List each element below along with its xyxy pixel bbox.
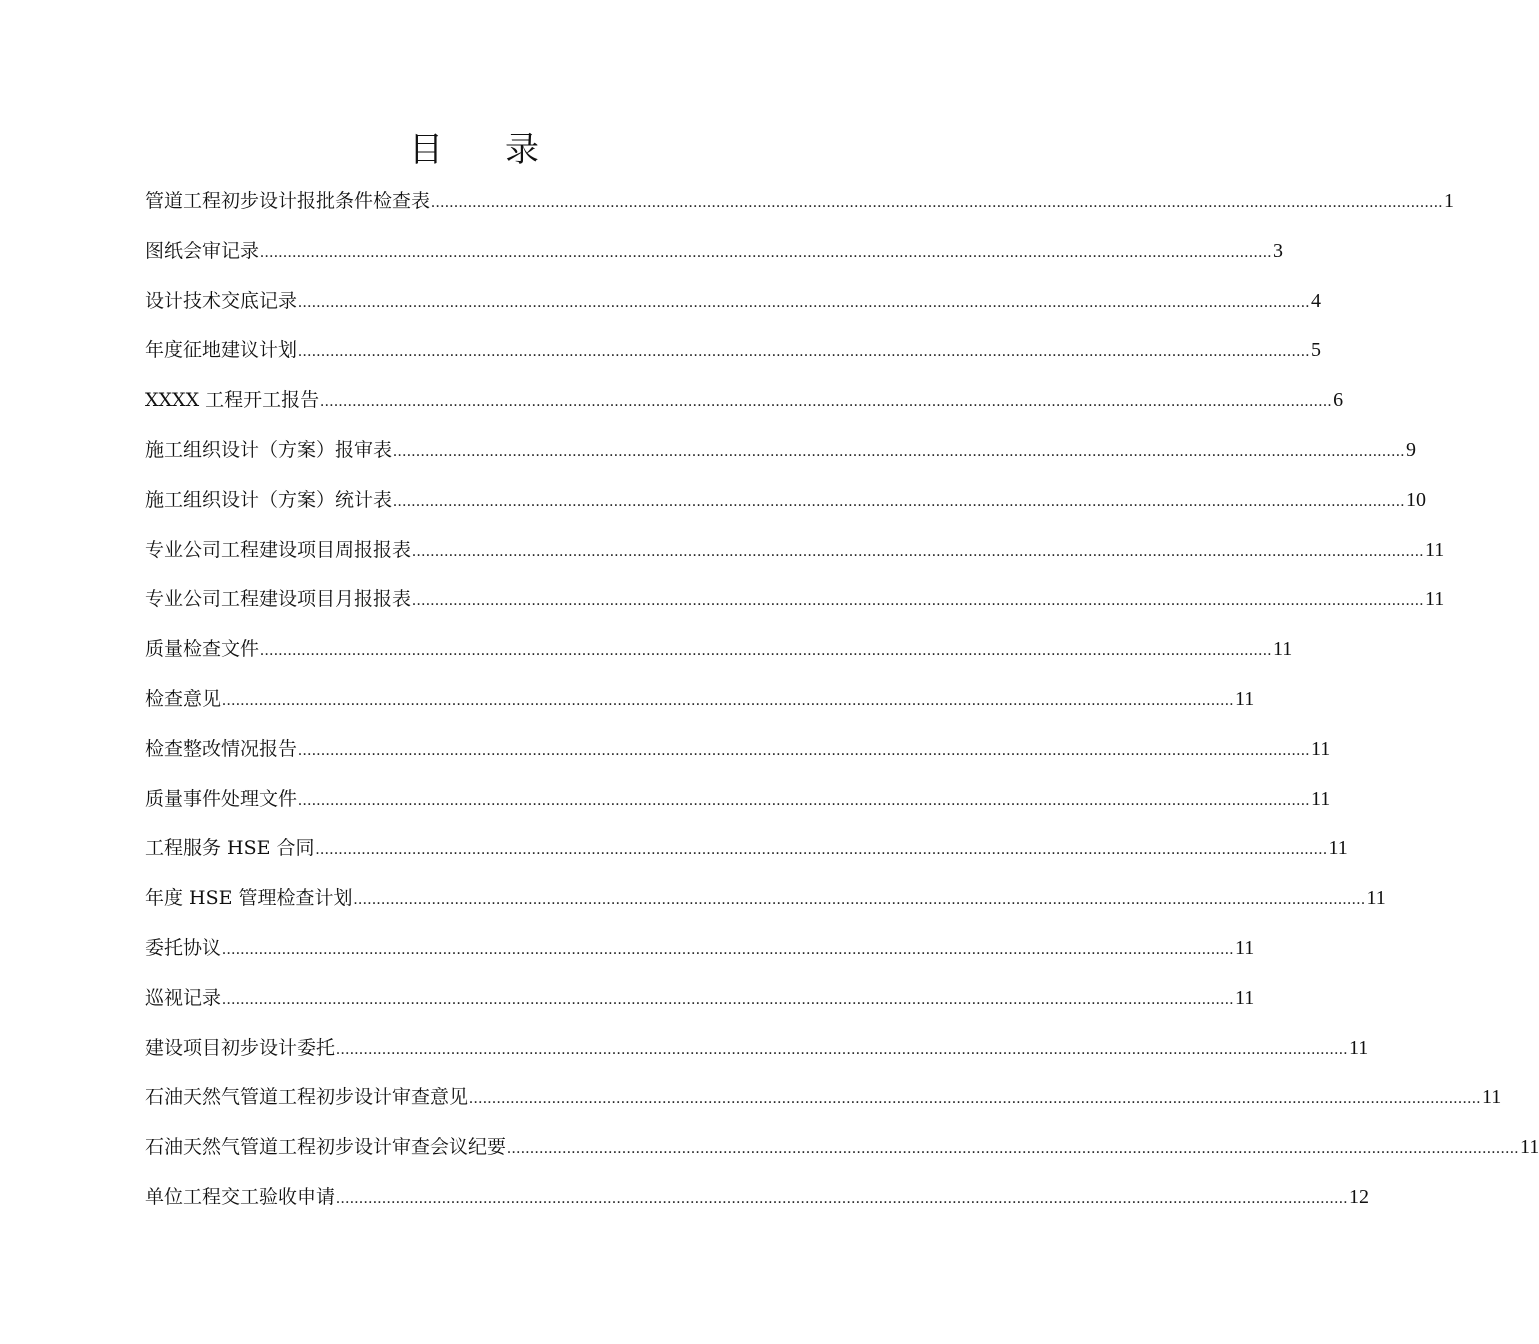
toc-entry[interactable] [145,880,1386,930]
toc-entry-label: 石油天然气管道工程初步设计审查会议纪要 [145,1136,507,1159]
toc-dot-leader: ............................................................................................................................................................................................................................ [298,741,1311,759]
toc-entry-page: 10 [1406,488,1427,511]
toc-entry[interactable] [145,283,1322,333]
toc-entry-label: 委托协议 [145,936,222,959]
toc-entry[interactable] [145,382,1344,432]
toc-entry[interactable] [145,183,1455,233]
toc-dot-leader: ............................................................................................................................................................................................................................ [260,642,1273,660]
toc-entry[interactable] [145,482,1427,532]
toc-entry-label: 质量事件处理文件 [145,787,298,810]
table-of-contents [145,183,1539,1229]
toc-dot-leader: ............................................................................................................................................................................................................................ [298,791,1311,809]
toc-title [0,128,950,172]
toc-dot-leader: ............................................................................................................................................................................................................................ [298,343,1311,361]
toc-entry-label: 设计技术交底记录 [145,289,298,312]
toc-dot-leader: ............................................................................................................................................................................................................................ [393,442,1406,460]
toc-entry[interactable] [145,681,1255,731]
toc-entry-page: 11 [1311,737,1331,760]
toc-dot-leader: ............................................................................................................................................................................................................................ [412,542,1425,560]
toc-entry-label: 单位工程交工验收申请 [145,1185,336,1208]
toc-entry-page: 6 [1333,389,1344,412]
toc-entry-page: 11 [1425,588,1445,611]
toc-entry-page: 11 [1235,936,1255,959]
toc-entry-label: 专业公司工程建设项目月报报表 [145,588,412,611]
toc-dot-leader: ............................................................................................................................................................................................................................ [298,293,1311,311]
toc-dot-leader: ............................................................................................................................................................................................................................ [353,891,1366,909]
toc-entry-page: 11 [1235,687,1255,710]
toc-entry[interactable] [145,532,1445,582]
toc-entry-page: 11 [1366,887,1386,910]
toc-entry-page: 4 [1311,289,1322,312]
toc-dot-leader: ............................................................................................................................................................................................................................ [315,841,1328,859]
toc-dot-leader: ............................................................................................................................................................................................................................ [393,492,1406,510]
toc-entry-page: 3 [1273,239,1284,262]
toc-entry-page: 5 [1311,339,1322,362]
toc-entry-page: 11 [1273,638,1293,661]
toc-entry[interactable] [145,1129,1539,1179]
toc-entry-label: XXXX 工程开工报告 [145,389,320,412]
toc-title-char-1: 目 [409,130,445,170]
toc-entry[interactable] [145,1079,1502,1129]
toc-entry-page: 11 [1311,787,1331,810]
toc-dot-leader: ............................................................................................................................................................................................................................ [222,691,1235,709]
toc-entry-page: 11 [1482,1086,1502,1109]
toc-entry-page: 11 [1425,538,1445,561]
toc-entry[interactable] [145,1030,1369,1080]
toc-entry-label: 管道工程初步设计报批条件检查表 [145,190,431,212]
toc-dot-leader: ............................................................................................................................................................................................................................ [412,592,1425,610]
toc-dot-leader: ............................................................................................................................................................................................................................ [431,194,1444,211]
toc-entry-label: 检查整改情况报告 [145,737,298,760]
toc-entry-label: 年度 HSE 管理检查计划 [145,887,353,910]
toc-entry-label: 年度征地建议计划 [145,339,298,362]
toc-entry-page: 11 [1328,837,1348,860]
toc-entry[interactable] [145,631,1293,681]
toc-entry-page: 11 [1349,1036,1369,1059]
toc-entry-label: 石油天然气管道工程初步设计审查意见 [145,1086,469,1109]
toc-dot-leader: ............................................................................................................................................................................................................................ [222,990,1235,1008]
toc-entry-label: 建设项目初步设计委托 [145,1036,336,1059]
toc-entry-label: 图纸会审记录 [145,239,260,262]
toc-entry-page: 12 [1349,1185,1370,1208]
toc-entry-label: 施工组织设计（方案）统计表 [145,488,393,511]
toc-entry[interactable] [145,233,1284,283]
toc-entry-label: 工程服务 HSE 合同 [145,837,315,860]
toc-entry[interactable] [145,781,1331,831]
toc-entry-page: 1 [1444,190,1455,212]
toc-title-char-2: 录 [505,130,541,170]
toc-entry-page: 9 [1406,438,1417,461]
toc-entry-label: 施工组织设计（方案）报审表 [145,438,393,461]
toc-dot-leader: ............................................................................................................................................................................................................................ [222,940,1235,958]
toc-entry[interactable] [145,332,1322,382]
toc-entry-page: 11 [1235,986,1255,1009]
toc-dot-leader: ............................................................................................................................................................................................................................ [320,393,1333,411]
toc-entry-label: 巡视记录 [145,986,222,1009]
toc-entry-label: 质量检查文件 [145,638,260,661]
toc-dot-leader: ............................................................................................................................................................................................................................ [336,1040,1349,1058]
toc-dot-leader: ............................................................................................................................................................................................................................ [260,243,1273,261]
toc-entry[interactable] [145,432,1417,482]
toc-dot-leader: ............................................................................................................................................................................................................................ [507,1140,1520,1158]
toc-entry[interactable] [145,930,1255,980]
toc-entry[interactable] [145,731,1331,781]
toc-entry[interactable] [145,980,1255,1030]
toc-entry-label: 专业公司工程建设项目周报报表 [145,538,412,561]
toc-dot-leader: ............................................................................................................................................................................................................................ [336,1189,1349,1207]
toc-entry[interactable] [145,1179,1370,1229]
toc-entry-label: 检查意见 [145,687,222,710]
toc-entry[interactable] [145,581,1445,631]
toc-entry-page: 11 [1520,1136,1539,1159]
toc-dot-leader: ............................................................................................................................................................................................................................ [469,1090,1482,1108]
toc-entry[interactable] [145,830,1348,880]
